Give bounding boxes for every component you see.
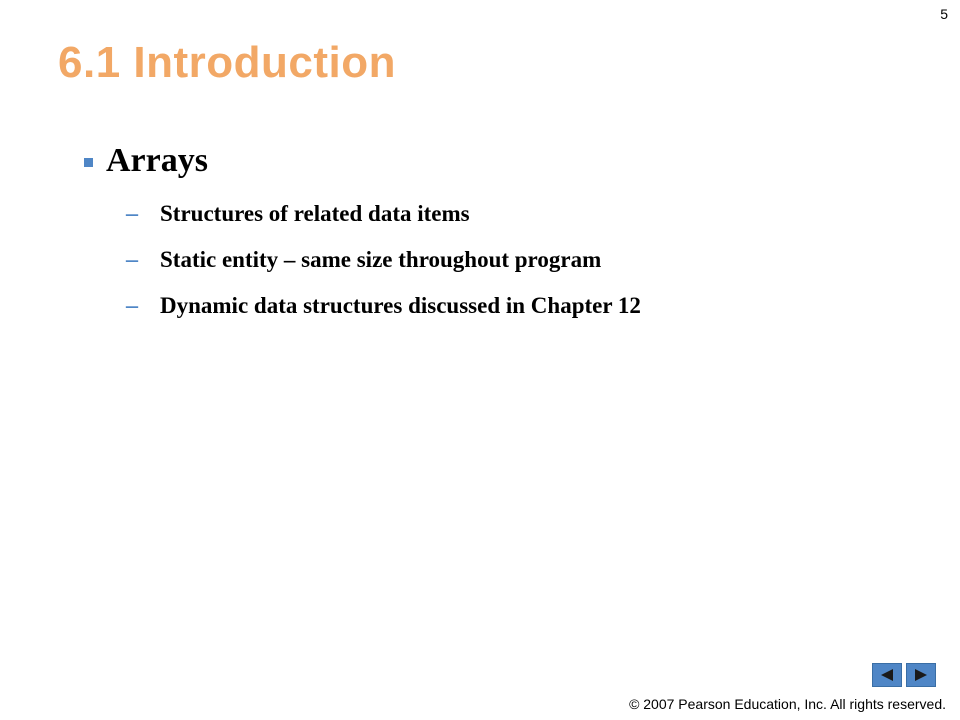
sub-bullet-item: [126, 293, 641, 339]
dash-bullet-icon: –: [126, 201, 138, 227]
square-bullet-icon: [84, 158, 93, 167]
sub-bullet-item: [126, 201, 641, 247]
page-number: 5: [940, 6, 948, 22]
triangle-right-icon: [913, 668, 929, 682]
previous-slide-button[interactable]: [872, 663, 902, 687]
slide-navigation: [872, 663, 936, 687]
slide-title: 6.1 Introduction: [58, 38, 396, 87]
main-bullet-label: Arrays: [106, 142, 208, 179]
dash-bullet-icon: –: [126, 247, 138, 273]
sub-bullet-text: Static entity – same size throughout program: [160, 247, 602, 272]
copyright-footer: © 2007 Pearson Education, Inc. All rights reserved.: [629, 696, 946, 712]
triangle-left-icon: [879, 668, 895, 682]
sub-bullet-item: [126, 247, 641, 293]
sub-bullet-list: [126, 201, 641, 339]
sub-bullet-text: Structures of related data items: [160, 201, 470, 226]
next-slide-button[interactable]: [906, 663, 936, 687]
dash-bullet-icon: –: [126, 293, 138, 319]
sub-bullet-text: Dynamic data structures discussed in Chapter 12: [160, 293, 641, 318]
main-bullet: [84, 142, 208, 180]
